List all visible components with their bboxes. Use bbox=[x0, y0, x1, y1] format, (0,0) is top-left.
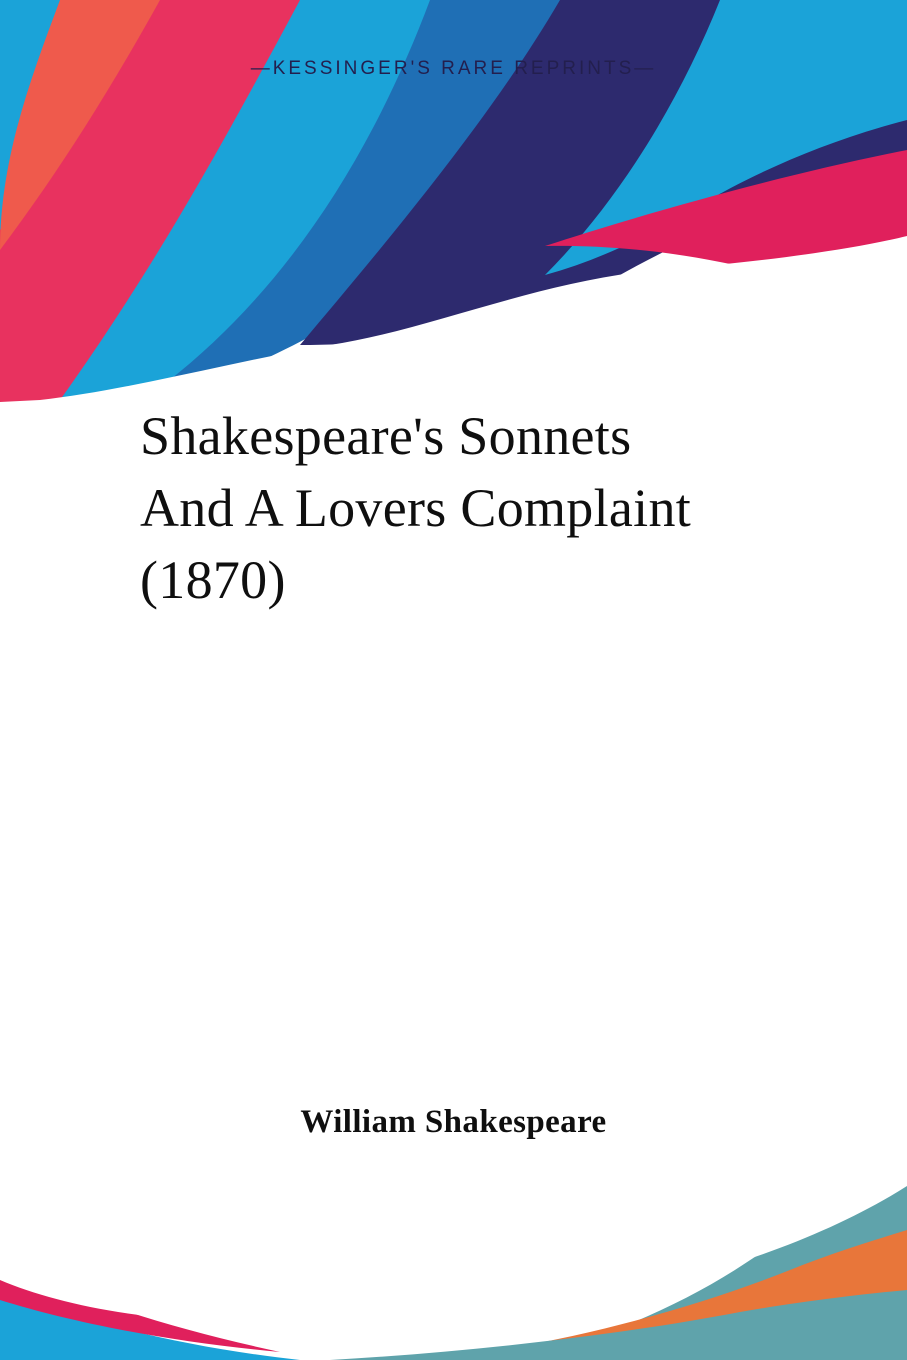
publisher-imprint bbox=[0, 58, 907, 80]
imprint-text: —KESSINGER'S RARE REPRINTS— bbox=[250, 58, 657, 79]
author-text: William Shakespeare bbox=[300, 1104, 607, 1140]
title-line-3: (1870) bbox=[140, 550, 286, 610]
title-line-1: Shakespeare's Sonnets bbox=[140, 406, 632, 466]
page-title bbox=[140, 400, 830, 616]
author-name bbox=[0, 1104, 907, 1141]
title-line-2: And A Lovers Complaint bbox=[140, 478, 692, 538]
